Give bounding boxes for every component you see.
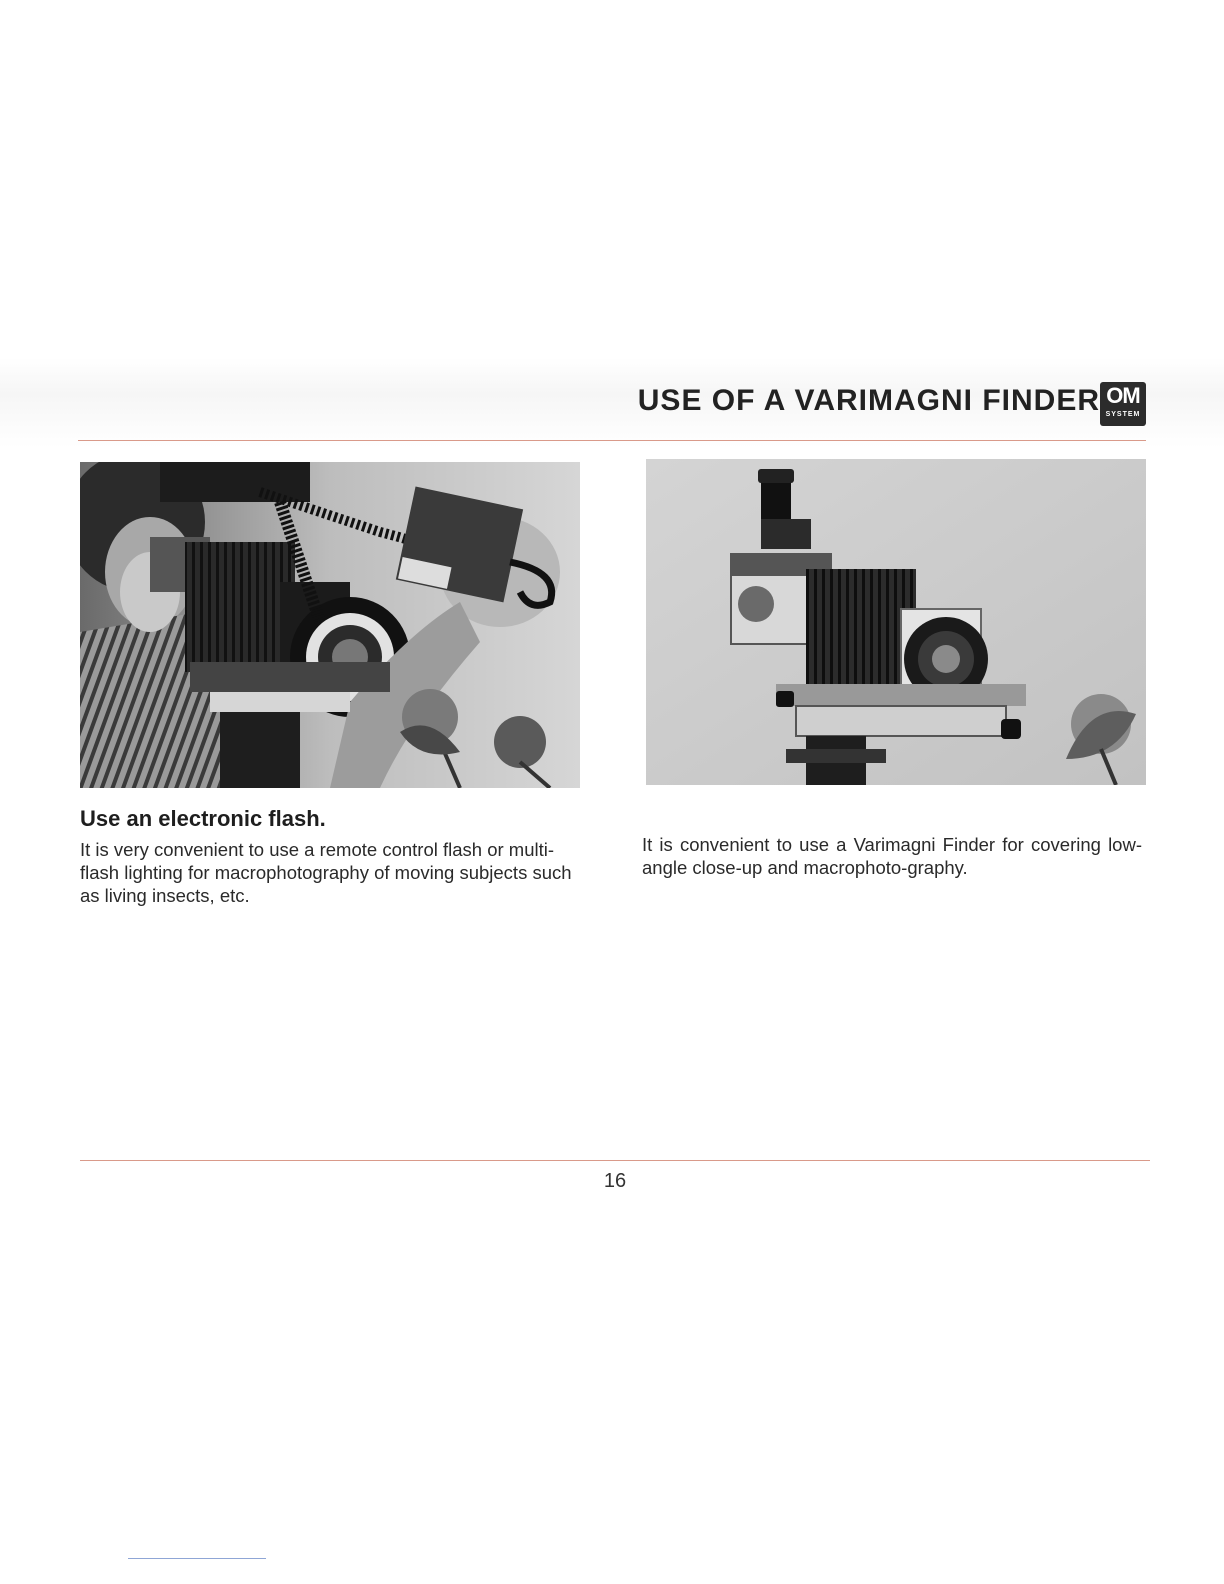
page-title: USE OF A VARIMAGNI FINDER <box>637 384 1100 417</box>
logo-main-text: OM <box>1106 383 1140 408</box>
om-system-logo <box>1100 382 1146 426</box>
logo-sub-text: SYSTEM <box>1105 411 1141 418</box>
scan-artifact-line <box>128 1558 266 1559</box>
section-heading-flash: Use an electronic flash. <box>80 806 326 831</box>
footer-divider <box>80 1160 1150 1161</box>
header-divider <box>78 440 1146 441</box>
photo-electronic-flash <box>80 462 580 788</box>
photo-varimagni-finder <box>646 459 1146 785</box>
paragraph-varimagni: It is convenient to use a Varimagni Finder for covering low-angle close-up and macrophoto-graphy. <box>642 834 1142 878</box>
paragraph-flash: It is very convenient to use a remote control flash or multi-flash lighting for macrophotography of moving subjects such as living insects, etc. <box>80 839 572 906</box>
page-number: 16 <box>603 1170 627 1192</box>
